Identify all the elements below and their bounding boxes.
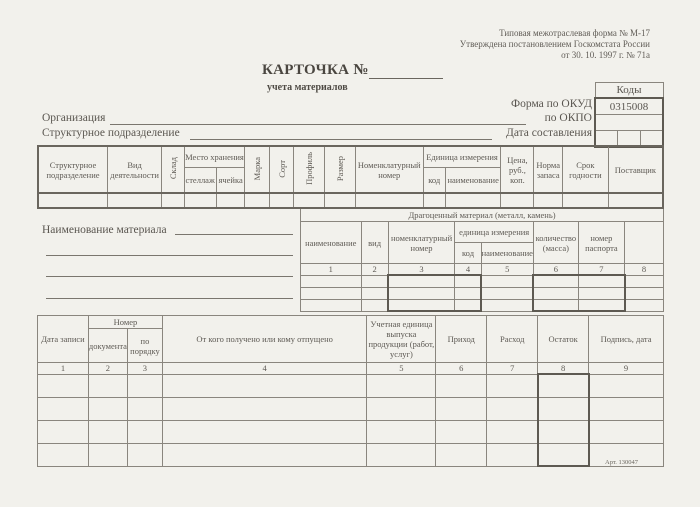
approval-date-line: от 30. 10. 1997 г. № 71а xyxy=(561,50,650,60)
cell[interactable] xyxy=(563,193,609,208)
cell[interactable] xyxy=(162,374,366,397)
cell[interactable] xyxy=(388,299,455,311)
table-row xyxy=(38,420,664,443)
cell[interactable] xyxy=(367,443,436,466)
form-type-line: Типовая межотраслевая форма № М-17 xyxy=(499,28,650,38)
cell[interactable] xyxy=(455,275,481,287)
col-number: 2 xyxy=(361,264,388,276)
cell[interactable] xyxy=(184,193,216,208)
col-number: 3 xyxy=(388,264,455,276)
card-subtitle: учета материалов xyxy=(267,82,348,93)
material-name-line-2[interactable] xyxy=(46,245,293,256)
col-number: 6 xyxy=(436,363,487,375)
cell[interactable] xyxy=(455,287,481,299)
cell[interactable] xyxy=(127,397,162,420)
card-title-text: КАРТОЧКА № xyxy=(262,62,369,78)
cell[interactable] xyxy=(445,193,501,208)
col-passport-number: номер паспорта xyxy=(578,222,624,264)
cell[interactable] xyxy=(423,193,445,208)
col-name: наименование xyxy=(301,222,362,264)
table-row xyxy=(301,275,664,287)
material-name-label: Наименование материала xyxy=(42,224,167,236)
cell[interactable] xyxy=(625,299,664,311)
cell[interactable] xyxy=(589,420,664,443)
col-number: 8 xyxy=(538,363,589,375)
cell[interactable] xyxy=(301,275,362,287)
col-warehouse xyxy=(162,146,184,193)
cell[interactable] xyxy=(436,420,487,443)
col-brand xyxy=(245,146,269,193)
table-row xyxy=(38,397,664,420)
col-stock-norm: Норма запаса xyxy=(534,146,563,193)
col-balance: Остаток xyxy=(538,316,589,363)
approval-line: Утверждена постановлением Госкомстата России xyxy=(459,39,650,49)
col-price: Цена, руб., коп. xyxy=(501,146,534,193)
codes-header: Коды xyxy=(595,83,663,99)
cell[interactable] xyxy=(38,374,89,397)
cell[interactable] xyxy=(388,287,455,299)
cell[interactable] xyxy=(625,275,664,287)
cell[interactable] xyxy=(88,420,127,443)
col-8 xyxy=(625,222,664,264)
cell[interactable] xyxy=(361,299,388,311)
col-number: 1 xyxy=(38,363,89,375)
cell[interactable] xyxy=(301,287,362,299)
cell[interactable] xyxy=(367,397,436,420)
precious-material-title: Драгоценный материал (металл, камень) xyxy=(301,208,664,222)
cell[interactable] xyxy=(162,193,184,208)
col-document: документа xyxy=(88,329,127,363)
column-numbers-row xyxy=(38,363,664,375)
cell[interactable] xyxy=(578,287,624,299)
cell[interactable] xyxy=(294,193,325,208)
form-approval-note xyxy=(460,28,650,61)
cell[interactable] xyxy=(127,420,162,443)
cell[interactable] xyxy=(325,193,356,208)
col-unit-name: наименование xyxy=(445,168,501,194)
cell[interactable] xyxy=(538,443,589,466)
table-row xyxy=(301,287,664,299)
col-number: 6 xyxy=(533,264,578,276)
col-quantity: количество (масса) xyxy=(533,222,578,264)
cell[interactable] xyxy=(487,397,538,420)
cell[interactable] xyxy=(162,420,366,443)
cell[interactable] xyxy=(501,193,534,208)
cell[interactable] xyxy=(367,374,436,397)
cell[interactable] xyxy=(589,397,664,420)
cell[interactable] xyxy=(355,193,423,208)
okud-label: Форма по ОКУД xyxy=(511,98,592,110)
col-unit: единица измерения xyxy=(455,222,534,243)
cell[interactable] xyxy=(538,397,589,420)
cell[interactable] xyxy=(487,374,538,397)
cell[interactable] xyxy=(361,275,388,287)
col-cell: ячейка xyxy=(216,168,245,194)
cell[interactable] xyxy=(538,374,589,397)
col-grade xyxy=(269,146,293,193)
col-division: Структурное подразделение xyxy=(38,146,108,193)
cell[interactable] xyxy=(436,397,487,420)
article-number: Арт. 130047 xyxy=(605,459,638,466)
division-field[interactable] xyxy=(190,125,492,140)
cell[interactable] xyxy=(578,275,624,287)
card-title xyxy=(262,62,443,79)
cell[interactable] xyxy=(481,287,533,299)
table-row xyxy=(38,374,664,397)
col-unit-code: код xyxy=(423,168,445,194)
size-label: Размер xyxy=(334,155,345,182)
col-number: Номер xyxy=(88,316,162,329)
date-label: Дата составления xyxy=(505,127,592,139)
col-number: 4 xyxy=(162,363,366,375)
table-row xyxy=(38,443,664,466)
material-attributes-table xyxy=(37,145,664,209)
col-shelf-life: Срок годности xyxy=(563,146,609,193)
col-nomenclature-number: Номенклатурный номер xyxy=(355,146,423,193)
cell[interactable] xyxy=(533,299,578,311)
profile-label: Профиль xyxy=(304,152,315,185)
division-label: Структурное подразделение xyxy=(42,127,180,139)
cell[interactable] xyxy=(589,374,664,397)
cell[interactable] xyxy=(162,397,366,420)
brand-label: Марка xyxy=(252,156,263,181)
cell[interactable] xyxy=(533,275,578,287)
col-sequence: по порядку xyxy=(127,329,162,363)
cell[interactable] xyxy=(361,287,388,299)
col-size xyxy=(325,146,356,193)
cell[interactable] xyxy=(455,299,481,311)
cell[interactable] xyxy=(38,193,108,208)
cell[interactable] xyxy=(533,287,578,299)
col-income: Приход xyxy=(436,316,487,363)
organization-field[interactable] xyxy=(110,110,526,125)
table-row xyxy=(301,299,664,311)
col-kind: вид xyxy=(361,222,388,264)
cell[interactable] xyxy=(481,275,533,287)
cell[interactable] xyxy=(38,397,89,420)
col-storage-place: Место хранения xyxy=(184,146,245,168)
cell[interactable] xyxy=(436,443,487,466)
cell[interactable] xyxy=(538,420,589,443)
organization-label: Организация xyxy=(42,112,106,124)
col-signature-date: Подпись, дата xyxy=(589,316,664,363)
material-name-line-3[interactable] xyxy=(46,266,293,277)
cell[interactable] xyxy=(625,287,664,299)
cell[interactable] xyxy=(88,397,127,420)
cell[interactable] xyxy=(216,193,245,208)
col-number: 9 xyxy=(589,363,664,375)
table-row xyxy=(38,193,663,208)
cell[interactable] xyxy=(481,299,533,311)
cell[interactable] xyxy=(38,443,89,466)
cell[interactable] xyxy=(388,275,455,287)
col-activity: Вид деятельности xyxy=(108,146,162,193)
cell[interactable] xyxy=(487,420,538,443)
col-expense: Расход xyxy=(487,316,538,363)
col-accounting-unit: Учетная единица выпуска продукции (работ, услуг) xyxy=(367,316,436,363)
cell[interactable] xyxy=(162,443,366,466)
col-record-date: Дата записи xyxy=(38,316,89,363)
column-numbers-row xyxy=(301,264,664,276)
cell[interactable] xyxy=(487,443,538,466)
col-number: 2 xyxy=(88,363,127,375)
col-number: 8 xyxy=(625,264,664,276)
col-unit: Единица измерения xyxy=(423,146,501,168)
material-name-field[interactable] xyxy=(175,222,293,235)
material-name-line-4[interactable] xyxy=(46,288,293,299)
warehouse-label: Склад xyxy=(167,157,178,180)
cell[interactable] xyxy=(108,193,162,208)
codes-table xyxy=(594,82,664,148)
cell[interactable] xyxy=(436,374,487,397)
okud-code-cell[interactable]: 0315008 xyxy=(595,98,663,115)
col-supplier: Поставщик xyxy=(608,146,663,193)
okpo-label: по ОКПО xyxy=(544,112,592,124)
cell[interactable] xyxy=(38,420,89,443)
grade-label: Сорт xyxy=(276,159,287,178)
cell[interactable] xyxy=(88,443,127,466)
cell[interactable] xyxy=(578,299,624,311)
col-from-to: От кого получено или кому отпущено xyxy=(162,316,366,363)
col-unit-name: наименование xyxy=(481,243,533,264)
col-rack: стеллаж xyxy=(184,168,216,194)
cell[interactable] xyxy=(88,374,127,397)
cell[interactable] xyxy=(245,193,269,208)
cell[interactable] xyxy=(269,193,293,208)
col-number: 4 xyxy=(455,264,481,276)
col-profile xyxy=(294,146,325,193)
cell[interactable] xyxy=(301,299,362,311)
movement-table xyxy=(37,315,664,467)
cell[interactable] xyxy=(608,193,663,208)
cell[interactable] xyxy=(127,443,162,466)
cell[interactable] xyxy=(127,374,162,397)
col-number: 7 xyxy=(578,264,624,276)
cell[interactable] xyxy=(534,193,563,208)
cell[interactable] xyxy=(367,420,436,443)
okpo-code-cell[interactable] xyxy=(595,115,663,131)
col-number: 5 xyxy=(481,264,533,276)
col-number: 1 xyxy=(301,264,362,276)
card-number-field[interactable] xyxy=(369,66,443,79)
col-number: 7 xyxy=(487,363,538,375)
precious-material-table xyxy=(300,207,664,312)
col-number: 3 xyxy=(127,363,162,375)
col-nomenclature-number: номенклатурный номер xyxy=(388,222,455,264)
col-number: 5 xyxy=(367,363,436,375)
col-unit-code: код xyxy=(455,243,481,264)
